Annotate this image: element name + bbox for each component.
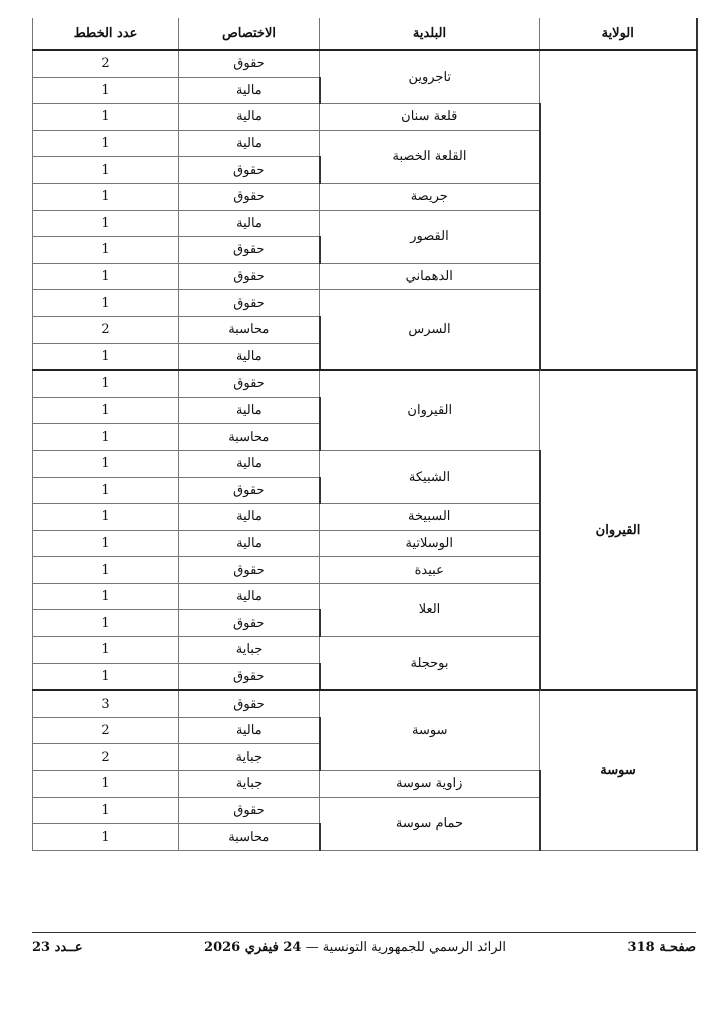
cell-count: 1 (33, 424, 179, 451)
table-row (33, 690, 697, 717)
cell-count: 2 (33, 316, 179, 343)
cell-count: 3 (33, 690, 179, 717)
cell-count: 1 (33, 824, 179, 851)
cell-specialty: حقوق (179, 370, 320, 397)
cell-count: 1 (33, 263, 179, 290)
cell-municipality: الوسلاتية (320, 530, 540, 557)
cell-specialty: حقوق (179, 290, 320, 317)
cell-governorate: سوسة (540, 690, 697, 850)
cell-municipality: قلعة سنان (320, 104, 540, 131)
cell-specialty: حقوق (179, 50, 320, 77)
footer-journal-title: الرائد الرسمي للجمهورية التونسية (322, 940, 506, 955)
cell-specialty: حقوق (179, 183, 320, 210)
cell-count: 1 (33, 183, 179, 210)
cell-count: 1 (33, 210, 179, 237)
cell-specialty: مالية (179, 450, 320, 477)
header-count: عدد الخطط (33, 18, 179, 50)
cell-municipality: القلعة الخصبة (320, 130, 540, 183)
cell-count: 1 (33, 370, 179, 397)
cell-specialty: جباية (179, 744, 320, 771)
cell-specialty: محاسبة (179, 316, 320, 343)
table-body (33, 50, 697, 850)
cell-count: 1 (33, 343, 179, 370)
cell-specialty: حقوق (179, 797, 320, 824)
cell-count: 1 (33, 77, 179, 104)
table-row (33, 370, 697, 397)
cell-specialty: مالية (179, 343, 320, 370)
cell-municipality: الدهماني (320, 263, 540, 290)
header-governorate: الولاية (540, 18, 697, 50)
cell-specialty: مالية (179, 77, 320, 104)
cell-count: 1 (33, 771, 179, 798)
cell-count: 2 (33, 717, 179, 744)
cell-count: 1 (33, 797, 179, 824)
cell-count: 2 (33, 50, 179, 77)
cell-count: 2 (33, 744, 179, 771)
cell-municipality: حمام سوسة (320, 797, 540, 850)
cell-specialty: محاسبة (179, 824, 320, 851)
cell-specialty: مالية (179, 130, 320, 157)
cell-count: 1 (33, 130, 179, 157)
footer-separator: — (301, 940, 323, 955)
cell-count: 1 (33, 477, 179, 504)
cell-specialty: مالية (179, 583, 320, 610)
cell-specialty: حقوق (179, 237, 320, 264)
cell-specialty: حقوق (179, 690, 320, 717)
cell-specialty: جباية (179, 637, 320, 664)
cell-specialty: مالية (179, 397, 320, 424)
footer-journal-line (0, 940, 710, 955)
cell-municipality: زاوية سوسة (320, 771, 540, 798)
cell-specialty: مالية (179, 210, 320, 237)
cell-specialty: حقوق (179, 663, 320, 690)
table-row (33, 50, 697, 77)
cell-municipality: بوحجلة (320, 637, 540, 691)
cell-municipality: القصور (320, 210, 540, 263)
footer-page-number: صفحـة 318 (627, 940, 696, 955)
footer-divider (32, 932, 696, 933)
cell-count: 1 (33, 557, 179, 584)
footer-issue-number: عــدد 23 (32, 940, 83, 955)
footer-date: 24 فيفري 2026 (204, 940, 302, 955)
cell-specialty: محاسبة (179, 424, 320, 451)
plans-table (32, 18, 698, 851)
cell-count: 1 (33, 583, 179, 610)
cell-specialty: حقوق (179, 263, 320, 290)
cell-specialty: حقوق (179, 557, 320, 584)
cell-municipality: جريصة (320, 183, 540, 210)
cell-municipality: الشبيكة (320, 450, 540, 503)
cell-municipality: السرس (320, 290, 540, 370)
cell-count: 1 (33, 610, 179, 637)
cell-municipality: عبيدة (320, 557, 540, 584)
cell-count: 1 (33, 504, 179, 531)
cell-governorate (540, 50, 697, 370)
cell-count: 1 (33, 450, 179, 477)
cell-governorate: القيروان (540, 370, 697, 690)
cell-specialty: حقوق (179, 477, 320, 504)
cell-count: 1 (33, 637, 179, 664)
cell-municipality: العلا (320, 583, 540, 636)
cell-count: 1 (33, 397, 179, 424)
cell-specialty: مالية (179, 504, 320, 531)
cell-count: 1 (33, 237, 179, 264)
cell-municipality: السبيخة (320, 504, 540, 531)
cell-specialty: مالية (179, 104, 320, 131)
cell-count: 1 (33, 290, 179, 317)
cell-municipality: القيروان (320, 370, 540, 450)
cell-count: 1 (33, 104, 179, 131)
cell-specialty: مالية (179, 530, 320, 557)
header-municipality: البلدية (320, 18, 540, 50)
cell-specialty: حقوق (179, 610, 320, 637)
table-header-row (33, 18, 697, 50)
cell-specialty: حقوق (179, 157, 320, 184)
cell-specialty: مالية (179, 717, 320, 744)
cell-municipality: سوسة (320, 690, 540, 770)
cell-specialty: جباية (179, 771, 320, 798)
cell-count: 1 (33, 663, 179, 690)
header-specialty: الاختصاص (179, 18, 320, 50)
cell-count: 1 (33, 530, 179, 557)
cell-municipality: تاجروين (320, 50, 540, 104)
cell-count: 1 (33, 157, 179, 184)
